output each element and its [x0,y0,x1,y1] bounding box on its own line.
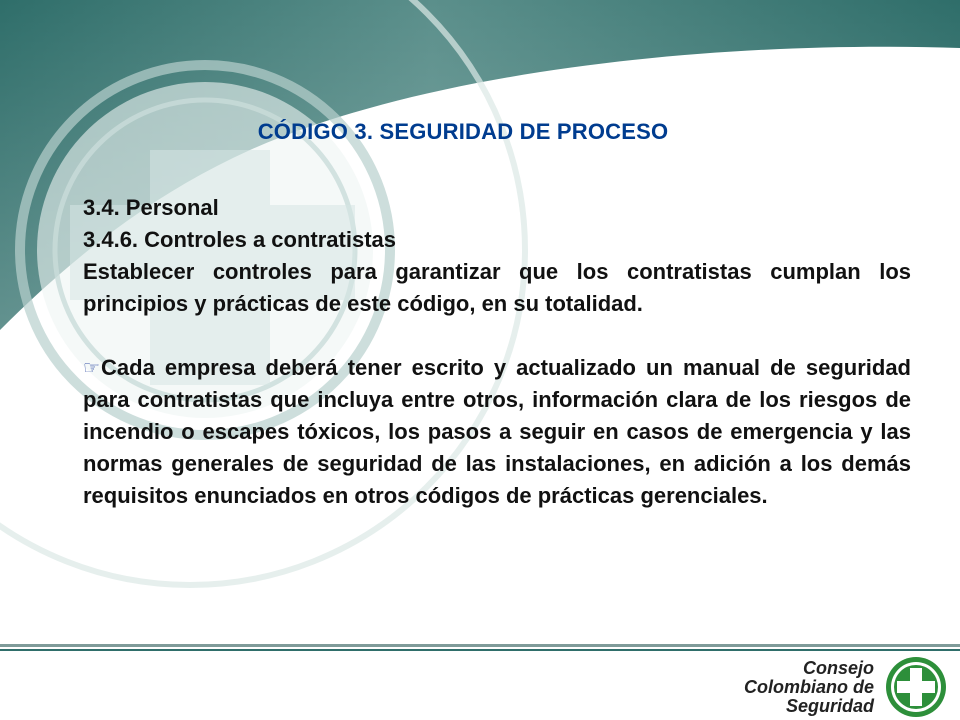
intro-paragraph: Establecer controles para garantizar que los contratistas cumplan los principios y prácticas de este código, en su totalidad. [83,259,911,316]
section-heading: 3.4. Personal [83,195,219,220]
slide-content [83,192,911,512]
logo-line-2: Colombiano de [744,677,874,697]
bullet-paragraph [83,352,911,512]
organization-logo-text [744,659,874,716]
hand-pointing-icon: ☞ [83,357,101,379]
paragraph-spacer [83,320,911,352]
green-cross-logo-icon [884,655,948,719]
slide-title: CÓDIGO 3. SEGURIDAD DE PROCESO [257,119,669,144]
logo-line-1: Consejo [802,658,874,678]
footer-divider-dark [0,649,960,651]
logo-line-3: Seguridad [785,696,874,716]
subsection-heading: 3.4.6. Controles a contratistas [83,227,396,252]
bullet-text: Cada empresa deberá tener escrito y actualizado un manual de seguridad para contratistas que incluya entre otros, información clara de los riesgos de incendio o escapes tóxicos, los pasos a seguir en casos de emergencia y las normas generales de seguridad de las instalaciones, en adición a los demás requisitos enunciados en otros códigos de prácticas gerenciales. [83,355,911,508]
footer-divider-light [0,644,960,647]
